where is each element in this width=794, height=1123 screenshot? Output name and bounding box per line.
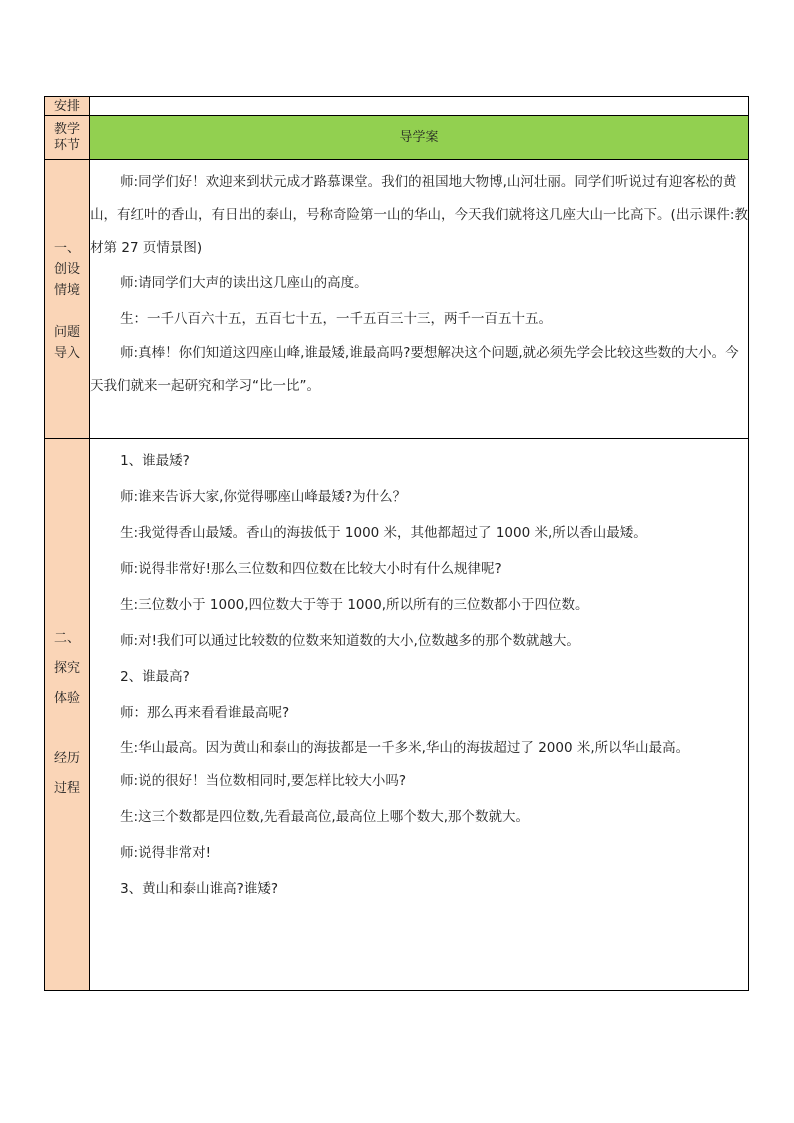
row-section-2 [45,439,749,991]
paragraph: 生:三位数小于 1000,四位数大于等于 1000,所以所有的三位数都小于四位数。 [120,597,589,613]
section-1-label-line: 问题 [54,325,81,340]
paragraph: 师:说得非常对! [120,845,212,861]
paragraph: 师:同学们好！欢迎来到状元成才路慕课堂。我们的祖国地大物博,山河壮丽。同学们听说过有迎客松的黄山，有红叶的香山，有日出的泰山，号称奇险第一山的华山，今天我们就将这几座大山一比高下。(出示课件:教材第 27 页情景图) [90,174,748,256]
paragraph: 师:谁来告诉大家,你觉得哪座山峰最矮?为什么？ [120,489,407,505]
paragraph: 师:说得非常好!那么三位数和四位数在比较大小时有什么规律呢? [120,561,502,577]
section-2-label-line [45,714,89,744]
arrangement-content-cell [90,97,749,116]
paragraph: 3、黄山和泰山谁高?谁矮? [120,881,278,897]
paragraph: 生:华山最高。因为黄山和泰山的海拔都是一千多米,华山的海拔超过了 2000 米,所以华山最高。 [120,740,690,756]
section-1-label-line: 导入 [54,346,81,361]
section-2-label-cell [45,439,90,991]
paragraph: 生:我觉得香山最矮。香山的海拔低于 1000 米，其他都超过了 1000 米,所以香山最矮。 [120,525,647,541]
section-1-label-line: 情境 [54,283,81,298]
lesson-plan-table [44,96,749,991]
section-1-label-line [45,301,89,322]
section-2-content [90,439,749,991]
section-2-label-line: 体验 [54,691,81,706]
arrangement-label: 安排 [54,98,81,114]
section-2-label-line: 过程 [54,781,81,796]
section-header-label-cell [45,116,90,160]
row-section-1 [45,160,749,439]
section-1-label-line: 创设 [54,262,81,277]
guide-title-cell [90,116,749,160]
header-label-line-2: 环节 [54,137,81,153]
paragraph: 1、谁最矮? [120,453,190,469]
guide-title: 导学案 [399,130,439,145]
arrangement-label-cell [45,97,90,116]
paragraph: 师:请同学们大声的读出这几座山的高度。 [120,275,368,291]
paragraph: 生：一千八百六十五，五百七十五，一千五百三十三，两千一百五十五。 [120,311,553,327]
section-1-label-cell [45,160,90,439]
section-2-label-line: 二、 [54,631,81,646]
paragraph: 生:这三个数都是四位数,先看最高位,最高位上哪个数大,那个数就大。 [120,809,529,825]
paragraph: 师:对!我们可以通过比较数的位数来知道数的大小,位数越多的那个数就越大。 [120,633,580,649]
row-header [45,116,749,160]
section-2-label-line: 探究 [54,661,81,676]
header-label-line-1: 教学 [54,121,81,137]
section-1-content [90,160,749,439]
paragraph: 师:说的很好！当位数相同时,要怎样比较大小吗? [120,773,407,789]
paragraph: 2、谁最高? [120,669,190,685]
section-1-label-line: 一、 [54,241,81,256]
row-arrangement [45,97,749,116]
paragraph: 师：那么再来看看谁最高呢? [120,705,290,721]
paragraph: 师:真棒！你们知道这四座山峰,谁最矮,谁最高吗?要想解决这个问题,就必须先学会比较这些数的大小。今天我们就来一起研究和学习“比一比”。 [90,345,739,394]
section-2-label-line: 经历 [54,751,81,766]
